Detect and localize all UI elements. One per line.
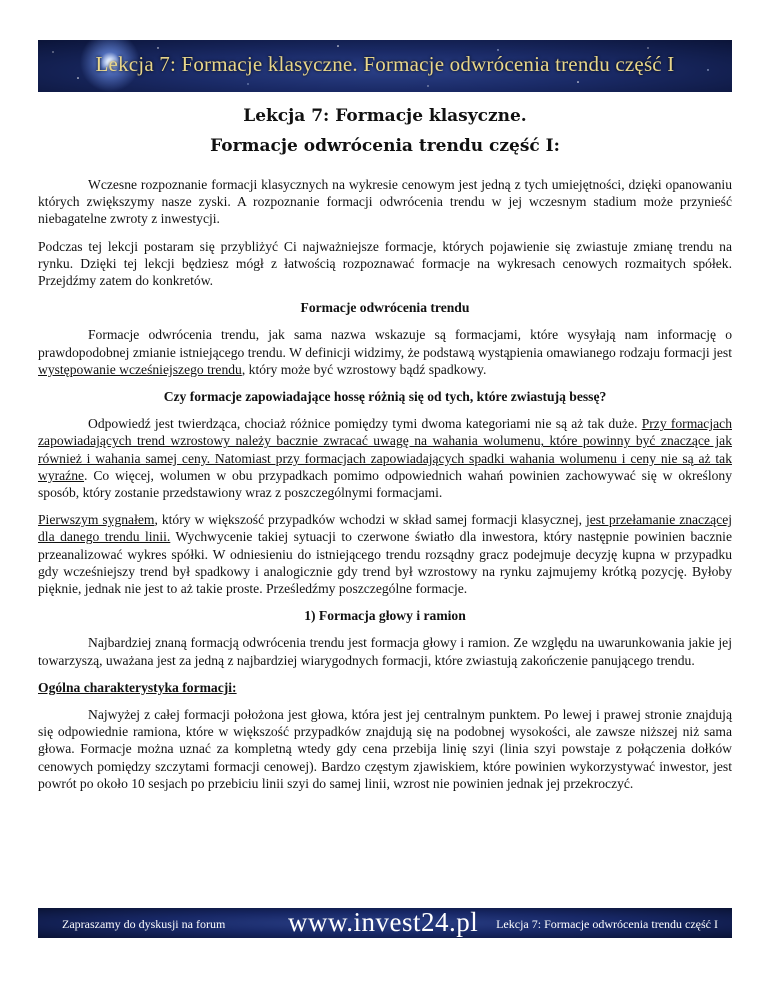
- paragraph-intro: Wczesne rozpoznanie formacji klasycznych na wykresie cenowym jest jedną z tych umiejętności, dzięki opanowaniu których zwiększymy nasze zyski. A rozpoznanie formacji odwrócenia trendu w jej wczesnym stadium może przynieść niebagatelne zwroty z inwestycji.: [38, 177, 732, 227]
- text-fragment: , który może być wzrostowy bądź spadkowy.: [241, 361, 487, 377]
- underlined-text: Przy formacjach zapowiadających trend wzrostowy należy bacznie zwracać uwagę na wahania wolumenu, które powinny być znaczące jak również i wahania samej ceny. Natomiast przy formacjach zapowiadających spadki wahania wolumenu i ceny nie są aż tak wyraźne: [38, 416, 732, 483]
- document-subtitle: Formacje odwrócenia trendu część I:: [210, 136, 560, 156]
- text-fragment: Odpowiedź jest twierdząca, chociaż różnice pomiędzy tymi dwoma kategoriami nie są aż tak duże.: [88, 416, 642, 432]
- paragraph-head-and-shoulders: Najbardziej znaną formacją odwrócenia trendu jest formacja głowy i ramion. Ze względu na uwarunkowania jakie jej towarzyszą, uważana jest za jedną z najbardziej wiarygodnych formacji, które zwiastują zakończenie panującego trendu.: [38, 635, 732, 668]
- header-banner: [38, 40, 732, 92]
- footer-banner: [38, 908, 732, 938]
- footer-site-link[interactable]: www.invest24.pl: [288, 908, 479, 937]
- heading-head-and-shoulders: 1) Formacja głowy i ramion: [304, 608, 466, 624]
- heading-question: Czy formacje zapowiadające hossę różnią się od tych, które zwiastują bessę?: [163, 389, 607, 405]
- text-fragment: Wychwycenie takiej sytuacji to czerwone światło dla inwestora, który następnie powinien bacznie przeanalizować wykres spółki. W odniesieniu do istniejącego trendu rozsądny gracz podejmuje decyzję kupna w przypadku gdy wcześniejszy trend był spadkowy i analogicznie gdy trend był wzrostowy na rynku zajmujemy krótką pozycję. Byłoby pięknie, jednak nie jest to aż takie proste. Prześledźmy poszczególne formacje.: [38, 529, 732, 597]
- document-body: [38, 100, 732, 792]
- paragraph-lesson-plan: Podczas tej lekcji postaram się przybliżyć Ci najważniejsze formacje, których pojawienie się zwiastuje zmianę trendu na rynku. Dzięki tej lekcji będziesz mógł z łatwością rozpoznawać formacje na wykresach cenowych rozmaitych spółek. Przejdźmy zatem do konkretów.: [38, 238, 732, 289]
- text-fragment: . Co więcej, wolumen w obu przypadkach pomimo odpowiednich wahań powinien zachowywać się w określony sposób, który zostanie przedstawiony wraz z poszczególnymi formacjami.: [38, 467, 732, 501]
- underlined-text: Pierwszym sygnałem: [38, 512, 155, 528]
- paragraph-reversal-definition: [38, 326, 732, 378]
- heading-reversal-formations: Formacje odwrócenia trendu: [300, 300, 470, 316]
- footer-lesson-title: Lekcja 7: Formacje odwrócenia trendu część I: [496, 917, 718, 931]
- paragraph-answer: [38, 415, 732, 501]
- footer-forum-invite: Zapraszamy do dyskusji na forum: [62, 917, 226, 931]
- paragraph-first-signal: [38, 511, 732, 597]
- text-fragment: , który w większość przypadków wchodzi w skład samej formacji klasycznej,: [154, 512, 586, 528]
- document-title: Lekcja 7: Formacje klasyczne.: [243, 106, 527, 126]
- heading-general-characteristics: Ogólna charakterystyka formacji:: [38, 679, 237, 695]
- underlined-text: występowanie wcześniejszego trendu: [38, 361, 242, 377]
- banner-title: Lekcja 7: Formacje klasyczne. Formacje odwrócenia trendu część I: [95, 52, 675, 76]
- paragraph-characteristics: Najwyżej z całej formacji położona jest głowa, która jest jej centralnym punktem. Po lewej i prawej stronie znajdują się odpowiednie ramiona, które w większość przypadków znajdują się na podobnej wysokości, ale zawsze niższej niż sama głowa. Formacje można uznać za kompletną wtedy gdy cena przebija linię szyi (linia szyi powstaje z połączenia dołków cenowych pomiędzy szczytami formacji cenowej). Bardzo częstym zjawiskiem, które powinien wykorzystywać inwestor, jest powrót po około 10 sesjach po przebiciu linii szyi do samej linii, wzrost nie powinien jednak jej przekroczyć.: [38, 707, 732, 791]
- text-fragment: Formacje odwrócenia trendu, jak sama nazwa wskazuje są formacjami, które wysyłają nam informację o prawdopodobnej zmianie istniejącego trendu. W definicji widzimy, że podstawą wystąpienia omawianego rodzaju formacji jest: [38, 327, 732, 360]
- underlined-text: jest przełamanie znaczącej dla danego trendu linii.: [38, 512, 733, 545]
